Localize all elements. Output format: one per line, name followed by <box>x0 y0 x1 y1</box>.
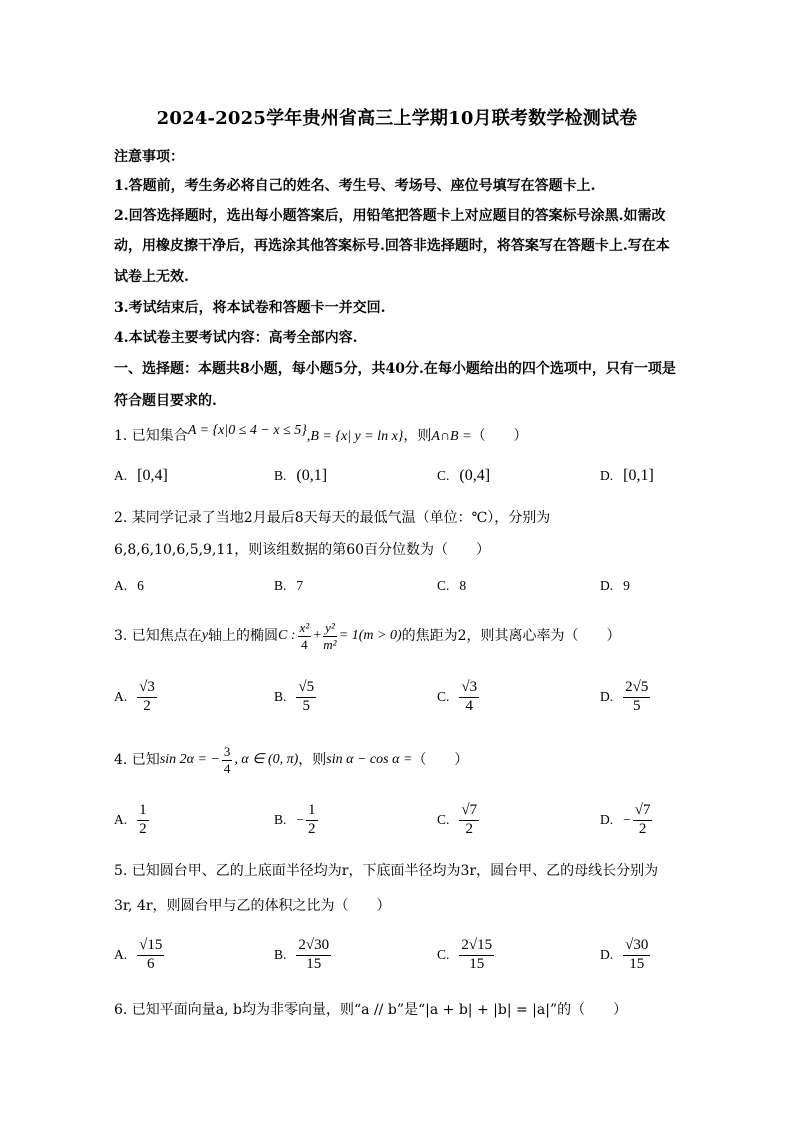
option-fraction <box>623 938 650 973</box>
q5-option-d[interactable] <box>600 938 650 973</box>
option-text: (0,1] <box>296 467 328 484</box>
frac-numerator: √3 <box>137 680 157 698</box>
frac-denominator: 4 <box>301 636 308 652</box>
option-fraction <box>623 680 650 715</box>
q2-option-c[interactable] <box>437 578 466 594</box>
q3-prefix: 3. 已知焦点在 <box>114 628 202 644</box>
notice-item-4: 4.本试卷主要考试内容：高考全部内容. <box>114 330 358 346</box>
q3-option-c[interactable] <box>437 680 479 715</box>
q3-plus: + <box>313 628 322 643</box>
frac-numerator: 2√30 <box>296 938 331 956</box>
frac-denominator: 4 <box>223 760 231 776</box>
option-label: D. <box>600 812 614 828</box>
option-label: C. <box>437 578 450 593</box>
frac-denominator: m² <box>323 636 337 652</box>
option-label: C. <box>437 689 450 705</box>
frac-denominator: 5 <box>302 697 310 714</box>
option-text: 7 <box>296 578 304 593</box>
notice-item-2-cont: 动，用橡皮擦干净后，再选涂其他答案标号.回答非选择题时，将答案写在答题卡上.写在本 <box>114 238 670 254</box>
option-label: D. <box>600 468 614 483</box>
section-heading: 一、选择题：本题共8小题，每小题5分，共40分.在每小题给出的四个选项中，只有一项是 <box>114 361 676 377</box>
q4-mid: ，则 <box>298 752 327 768</box>
option-fraction <box>137 803 149 838</box>
q3-frac-y <box>323 621 337 651</box>
option-label: C. <box>437 947 450 963</box>
question-3-options <box>114 680 674 720</box>
q1-option-b[interactable] <box>274 467 327 485</box>
q1-tail2: （ ） <box>471 428 528 444</box>
frac-numerator: √7 <box>633 803 653 821</box>
q4-option-a[interactable] <box>114 803 149 838</box>
option-fraction <box>296 938 331 973</box>
option-text: 9 <box>623 578 630 593</box>
exam-title: 2024-2025学年贵州省高三上学期10月联考数学检测试卷 <box>156 108 638 129</box>
option-fraction <box>296 680 316 715</box>
option-text: 8 <box>459 578 467 593</box>
option-text: 6 <box>137 578 144 593</box>
option-text: [0,4] <box>137 467 168 484</box>
q2-option-d[interactable] <box>600 578 630 594</box>
frac-denominator: 2 <box>139 820 147 837</box>
question-2-options <box>114 578 674 608</box>
q4-expression: sin α − cos α = <box>326 752 413 767</box>
frac-denominator: 5 <box>632 697 641 714</box>
q1-set-b: B = {x| y = ln x} <box>310 429 404 444</box>
frac-denominator: 15 <box>469 955 485 972</box>
option-fraction <box>306 803 318 838</box>
option-fraction <box>459 938 494 973</box>
option-label: D. <box>600 689 614 705</box>
frac-numerator: 2√15 <box>459 938 494 956</box>
frac-numerator: √15 <box>137 938 164 956</box>
q3-eq: = 1(m > 0) <box>338 628 402 643</box>
q3-option-a[interactable] <box>114 680 157 715</box>
option-label: C. <box>437 468 450 483</box>
section-heading-cont: 符合题目要求的. <box>114 393 217 409</box>
q2-option-a[interactable] <box>114 578 144 594</box>
q3-frac-x <box>298 621 312 651</box>
q1-option-d[interactable] <box>600 467 654 485</box>
option-label: B. <box>274 468 287 483</box>
frac-numerator: √7 <box>459 803 479 821</box>
frac-numerator: 1 <box>137 803 149 821</box>
frac-numerator: √5 <box>296 680 316 698</box>
q5-option-b[interactable] <box>274 938 331 973</box>
q1-tail1: ，则 <box>403 428 432 444</box>
frac-denominator: 15 <box>629 955 645 972</box>
notice-item-2: 2.回答选择题时，选出每小题答案后，用铅笔把答题卡上对应题目的答案标号涂黑.如需改 <box>114 208 666 224</box>
q3-tail: 的焦距为2，则其离心率为（ ） <box>401 628 621 644</box>
q3-option-d[interactable] <box>600 680 650 715</box>
frac-numerator: 3 <box>223 743 231 759</box>
option-text: (0,4] <box>459 467 491 484</box>
frac-denominator: 2 <box>638 820 647 837</box>
notice-item-2-end: 试卷上无效. <box>114 269 189 285</box>
notice-item-1: 1.答题前，考生务必将自己的姓名、考生号、考场号、座位号填写在答题卡上. <box>114 178 596 194</box>
option-text: [0,1] <box>623 467 654 484</box>
option-label: B. <box>274 812 287 828</box>
q4-option-b[interactable] <box>274 803 318 838</box>
frac-numerator: 1 <box>306 803 318 821</box>
option-fraction <box>633 803 653 838</box>
question-5-stem: 5. 已知圆台甲、乙的上底面半径均为r，下底面半径均为3r，圆台甲、乙的母线长分别为 <box>114 863 659 879</box>
frac-numerator: √3 <box>459 680 479 698</box>
q2-option-b[interactable] <box>274 578 303 594</box>
q3-curve: C : <box>278 628 296 643</box>
option-fraction <box>137 680 157 715</box>
q4-condition: , α ∈ (0, π) <box>234 752 299 767</box>
q4-lhs: sin 2α = − <box>159 752 220 767</box>
q1-set-a: A = {x|0 ≤ 4 − x ≤ 5} <box>187 423 307 438</box>
notice-heading: 注意事项： <box>114 149 184 165</box>
option-label: C. <box>437 812 450 828</box>
question-5-stem-cont: 3r, 4r，则圆台甲与乙的体积之比为（ ） <box>114 898 391 914</box>
option-label: A. <box>114 689 128 705</box>
q4-prefix: 4. 已知 <box>114 752 160 768</box>
option-sign: − <box>296 812 305 828</box>
q5-option-a[interactable] <box>114 938 164 973</box>
question-4-stem <box>114 742 468 778</box>
q3-axis: y <box>201 628 209 643</box>
q3-mid: 轴上的椭圆 <box>208 628 279 644</box>
option-label: D. <box>600 947 614 963</box>
question-3-stem <box>114 618 621 654</box>
question-1-options <box>114 467 674 497</box>
frac-numerator: √30 <box>623 938 650 956</box>
option-fraction <box>459 680 479 715</box>
notice-item-3: 3.考试结束后，将本试卷和答题卡一并交回. <box>114 300 386 316</box>
option-label: D. <box>600 578 614 593</box>
option-label: A. <box>114 947 128 963</box>
frac-denominator: 15 <box>306 955 322 972</box>
frac-denominator: 6 <box>146 955 155 972</box>
q4-option-c[interactable] <box>437 803 479 838</box>
question-2-stem-cont: 6,8,6,10,6,5,9,11，则该组数据的第60百分位数为（ ） <box>114 542 491 558</box>
option-fraction <box>137 938 164 973</box>
question-6-stem: 6. 已知平面向量a, b均为非零向量，则“a // b”是“|a + b| + |b| = |a|”的（ ） <box>114 1002 628 1018</box>
option-fraction <box>459 803 479 838</box>
question-5-options <box>114 938 674 978</box>
option-label: A. <box>114 578 128 593</box>
q4-fraction <box>222 745 233 775</box>
q1-intersection: A∩B = <box>431 429 472 444</box>
question-4-options <box>114 803 674 843</box>
option-label: B. <box>274 578 287 593</box>
frac-denominator: 2 <box>308 820 316 837</box>
frac-numerator: 2√5 <box>623 680 650 698</box>
q1-option-a[interactable] <box>114 467 168 485</box>
option-label: A. <box>114 468 128 483</box>
question-1-stem <box>114 423 528 446</box>
frac-denominator: 4 <box>465 697 473 714</box>
frac-numerator: x² <box>299 619 310 635</box>
frac-denominator: 2 <box>465 820 473 837</box>
q1-option-c[interactable] <box>437 467 490 485</box>
option-label: B. <box>274 689 287 705</box>
q4-tail: （ ） <box>412 752 469 768</box>
q4-option-d[interactable] <box>600 803 652 838</box>
question-2-stem: 2. 某同学记录了当地2月最后8天每天的最低气温（单位：℃），分别为 <box>114 510 551 526</box>
q5-option-c[interactable] <box>437 938 494 973</box>
option-sign: − <box>623 812 631 828</box>
q1-prefix: 1. 已知集合 <box>114 428 188 444</box>
frac-numerator: y² <box>325 619 335 635</box>
option-label: B. <box>274 947 287 963</box>
frac-denominator: 2 <box>143 697 151 714</box>
option-label: A. <box>114 812 128 828</box>
q1-sep: , <box>306 429 311 444</box>
q3-option-b[interactable] <box>274 680 316 715</box>
